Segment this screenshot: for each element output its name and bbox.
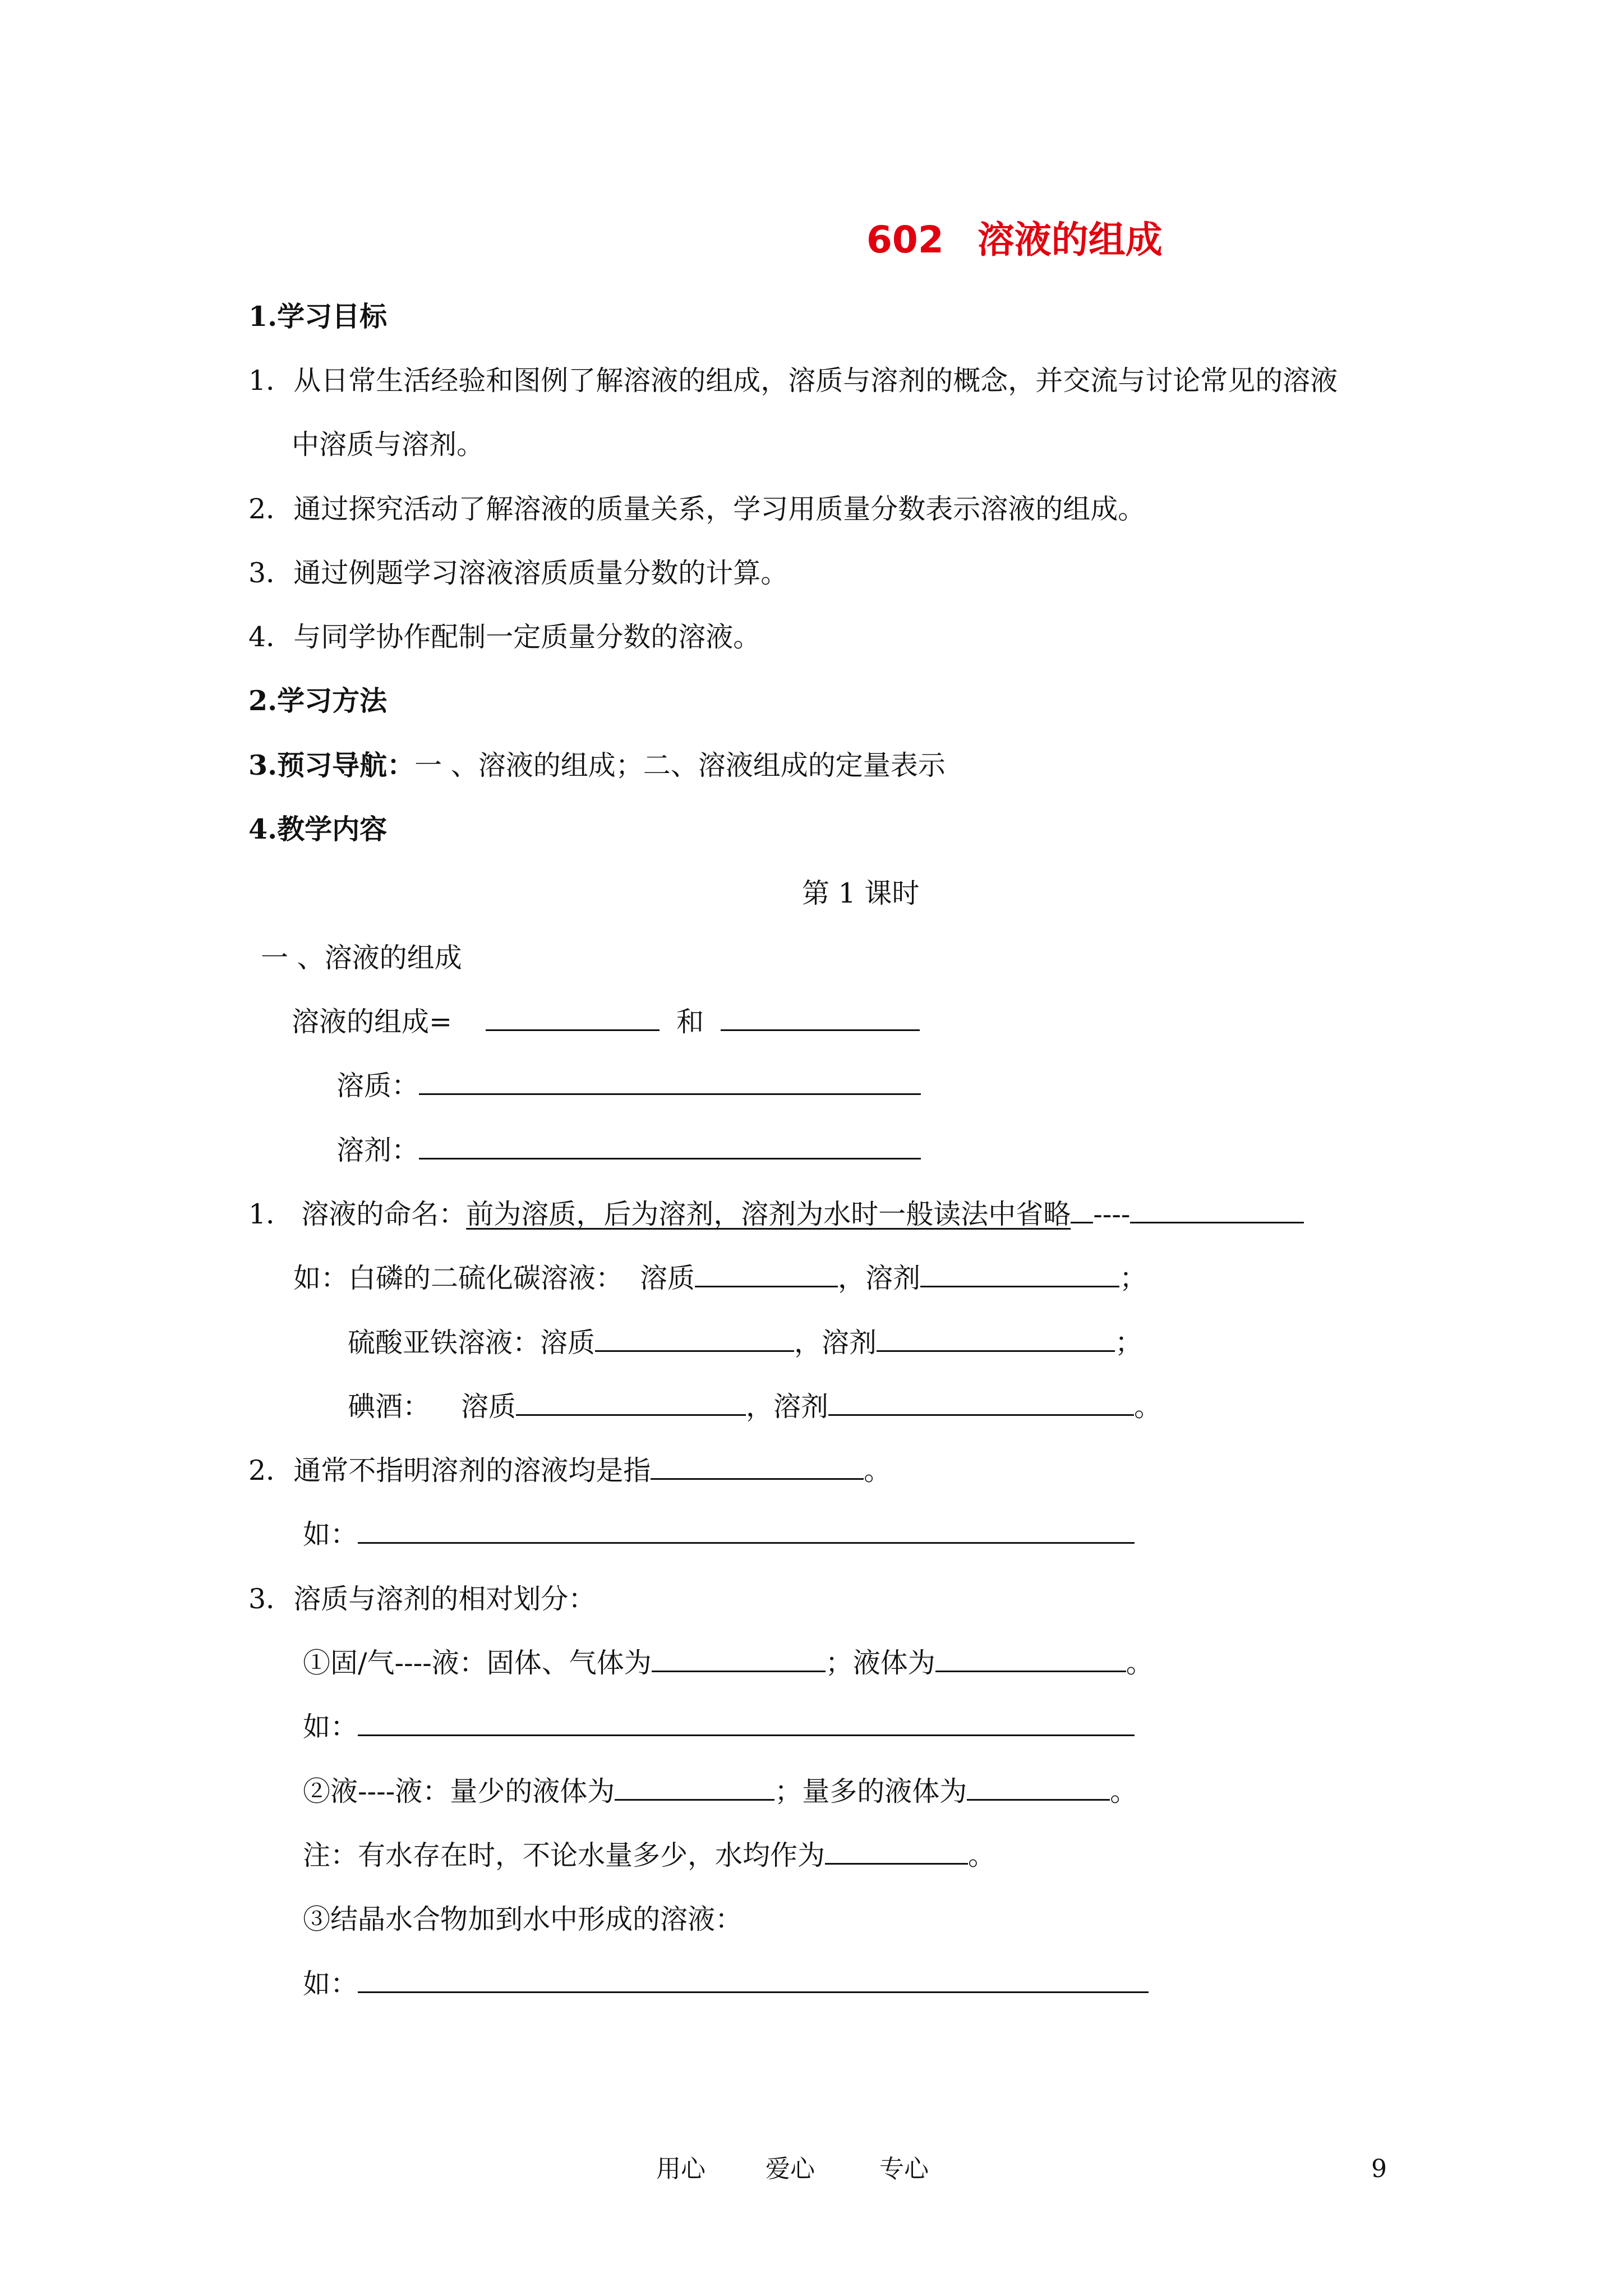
solute-definition-line: 溶质： [336,1072,921,1099]
ex2-solvent-blank[interactable] [877,1349,1115,1352]
ex1-solute-blank[interactable] [695,1285,838,1287]
goal-1-continued: 中溶质与溶剂。 [292,429,485,461]
section-learning-goals: 1.学习目标 [248,300,388,333]
composition-line: 溶液的组成= 和 [292,1008,920,1036]
example-white-phosphorus: 如：白磷的二硫化碳溶液： 溶质 ，溶剂 ； [293,1262,1147,1294]
example-ferrous-sulfate: 硫酸亚铁溶液：溶质 ，溶剂 ； [348,1327,1143,1359]
case2-solvent-blank[interactable] [967,1798,1110,1801]
default-solvent-line: 2．通常不指明溶剂的溶液均是指 。 [248,1455,892,1487]
case2-solute-blank[interactable] [615,1798,774,1801]
footer-motto-3: 专心 [879,2155,929,2183]
case3-example: 如： [303,1970,1149,1998]
case1-solute-blank[interactable] [652,1669,826,1672]
footer-motto-1: 用心 [656,2155,706,2183]
title-number: 602 [866,218,944,261]
part-heading: 一 、溶液的组成 [261,942,462,974]
solvent-definition-blank[interactable] [419,1157,921,1159]
case-hydrate: ③结晶水合物加到水中形成的溶液： [303,1903,743,1935]
solute-definition-blank[interactable] [419,1092,921,1095]
water-note: 注：有水存在时，不论水量多少，水均作为 。 [303,1839,996,1871]
default-solvent-example-blank[interactable] [358,1541,1135,1544]
naming-rule-blank[interactable] [1130,1221,1304,1223]
case1-example-blank[interactable] [358,1733,1135,1736]
ex3-solute-blank[interactable] [516,1413,746,1416]
ex3-solvent-blank[interactable] [828,1413,1134,1416]
goal-1: 1．从日常生活经验和图例了解溶液的组成，溶质与溶剂的概念，并交流与讨论常见的溶液 [248,365,1338,397]
default-solvent-example: 如： [303,1521,1135,1548]
water-note-blank[interactable] [825,1862,968,1865]
title-text: 溶液的组成 [977,218,1163,261]
goal-3: 3．通过例题学习溶液溶质质量分数的计算。 [248,557,789,589]
case-liquid-liquid: ②液----液：量少的液体为 ；量多的液体为 。 [303,1775,1138,1807]
section-learning-method: 2.学习方法 [248,684,388,717]
case1-example: 如： [303,1713,1135,1741]
relative-division-heading: 3．溶质与溶剂的相对划分： [248,1583,596,1615]
goal-4: 4．与同学协作配制一定质量分数的溶液。 [248,621,761,653]
footer-motto-2: 爱心 [766,2155,815,2183]
ex2-solute-blank[interactable] [595,1349,794,1352]
naming-rule-line: 1． 溶液的命名：前为溶质，后为溶剂，溶剂为水时一般读法中省略 ---- [248,1200,1304,1228]
example-iodine-tincture: 碘酒： 溶质 ，溶剂 。 [348,1391,1162,1423]
goal-2: 2．通过探究活动了解溶液的质量关系，学习用质量分数表示溶液的组成。 [248,493,1146,525]
case-solid-gas-liquid: ①固/气----液：固体、气体为 ；液体为 。 [303,1647,1154,1679]
document-title [866,218,1163,261]
section-teaching-content: 4.教学内容 [248,813,388,845]
solvent-definition-line: 溶剂： [336,1137,921,1164]
page-number: 9 [1371,2155,1387,2183]
composition-blank-2[interactable] [721,1028,920,1031]
ex1-solvent-blank[interactable] [920,1285,1119,1287]
composition-blank-1[interactable] [486,1028,660,1031]
case1-solvent-blank[interactable] [935,1669,1126,1672]
default-solvent-blank[interactable] [651,1477,864,1480]
lesson-period: 第 1 课时 [802,877,920,909]
section-preview-guide: 3.预习导航：一 、溶液的组成；二、溶液组成的定量表示 [248,749,946,781]
case3-example-blank[interactable] [358,1990,1149,1993]
